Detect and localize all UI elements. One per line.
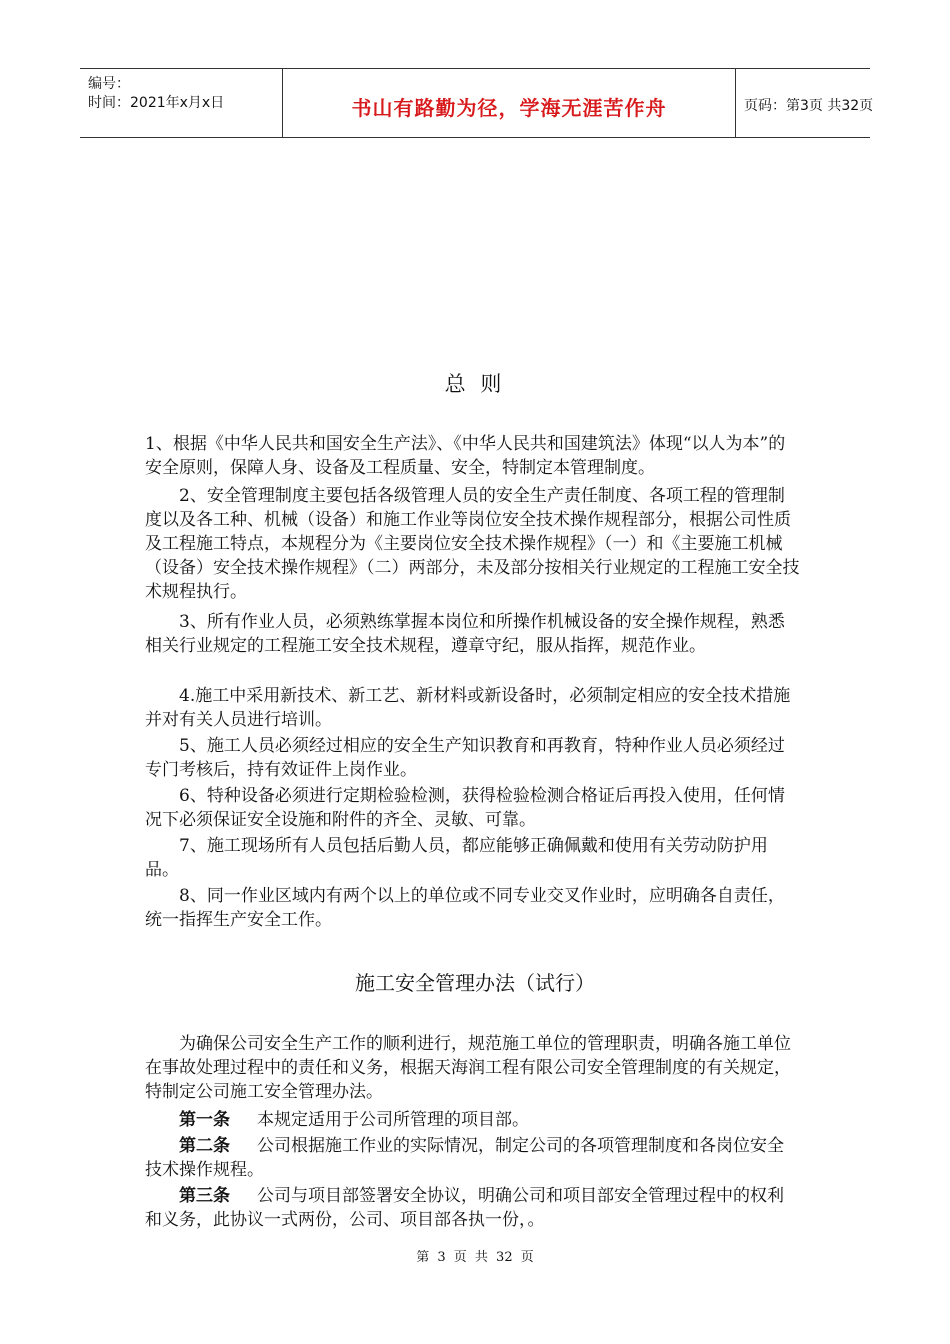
paragraph-6: 6、特种设备必须进行定期检验检测，获得检验检测合格证后再投入使用，任何情况下必须保证安全设施和附件的齐全、灵敏、可靠。 bbox=[145, 786, 785, 830]
section-title-construction-safety: 施工安全管理办法（试行） bbox=[355, 971, 595, 995]
page-footer: 第 3 页 共 32 页 bbox=[416, 1250, 534, 1265]
article-3 bbox=[145, 1184, 800, 1232]
date-label: 时间：2021年x月x日 bbox=[88, 95, 225, 111]
paragraph-3: 3、所有作业人员，必须熟练掌握本岗位和所操作机械设备的安全操作规程，熟悉相关行业规定的工程施工安全技术规程，遵章守纪，服从指挥，规范作业。 bbox=[145, 612, 785, 656]
header-table bbox=[80, 68, 874, 138]
serial-label: 编号： bbox=[88, 76, 130, 92]
header-mid-cell bbox=[282, 69, 736, 137]
motto: 书山有路勤为径，学海无涯苦作舟 bbox=[351, 96, 667, 120]
paragraph-4: 4.施工中采用新技术、新工艺、新材料或新设备时，必须制定相应的安全技术措施并对有关人员进行培训。 bbox=[145, 686, 791, 730]
article-1 bbox=[145, 1108, 800, 1132]
article-2 bbox=[145, 1134, 800, 1182]
article-text: 本规定适用于公司所管理的项目部。 bbox=[257, 1110, 530, 1130]
header-right-cell bbox=[736, 69, 874, 137]
header-left-cell bbox=[80, 69, 282, 137]
article-label: 第一条 bbox=[179, 1110, 230, 1130]
intro-paragraph: 为确保公司安全生产工作的顺利进行，规范施工单位的管理职责，明确各施工单位在事故处理过程中的责任和义务，根据天海润工程有限公司安全管理制度的有关规定，特制定公司施工安全管理办法。 bbox=[145, 1034, 791, 1102]
paragraph-8: 8、同一作业区域内有两个以上的单位或不同专业交叉作业时，应明确各自责任，统一指挥生产安全工作。 bbox=[145, 886, 785, 930]
paragraph-2: 2、安全管理制度主要包括各级管理人员的安全生产责任制度、各项工程的管理制度以及各工种、机械（设备）和施工作业等岗位安全技术操作规程部分，根据公司性质及工程施工特点，本规程分为《主要岗位安全技术操作规程》（一）和《主要施工机械（设备）安全技术操作规程》（二）两部分，未及部分按相关行业规定的工程施工安全技术规程执行。 bbox=[145, 486, 800, 602]
paragraph-1: 1、根据《中华人民共和国安全生产法》、《中华人民共和国建筑法》体现“以人为本”的安全原则，保障人身、设备及工程质量、安全，特制定本管理制度。 bbox=[145, 434, 786, 478]
article-label: 第三条 bbox=[179, 1186, 230, 1206]
section-title-general: 总 则 bbox=[444, 372, 506, 396]
paragraph-7: 7、施工现场所有人员包括后勤人员，都应能够正确佩戴和使用有关劳动防护用品。 bbox=[145, 836, 768, 880]
page-info: 页码：第3页 共32页 bbox=[744, 98, 874, 114]
paragraph-5: 5、施工人员必须经过相应的安全生产知识教育和再教育，特种作业人员必须经过专门考核后，持有效证件上岗作业。 bbox=[145, 736, 785, 780]
article-text: 公司根据施工作业的实际情况，制定公司的各项管理制度和各岗位安全技术操作规程。 bbox=[145, 1136, 785, 1180]
article-text: 公司与项目部签署安全协议，明确公司和项目部安全管理过程中的权利和义务，此协议一式两份，公司、项目部各执一份，。 bbox=[145, 1186, 785, 1230]
article-label: 第二条 bbox=[179, 1136, 230, 1156]
